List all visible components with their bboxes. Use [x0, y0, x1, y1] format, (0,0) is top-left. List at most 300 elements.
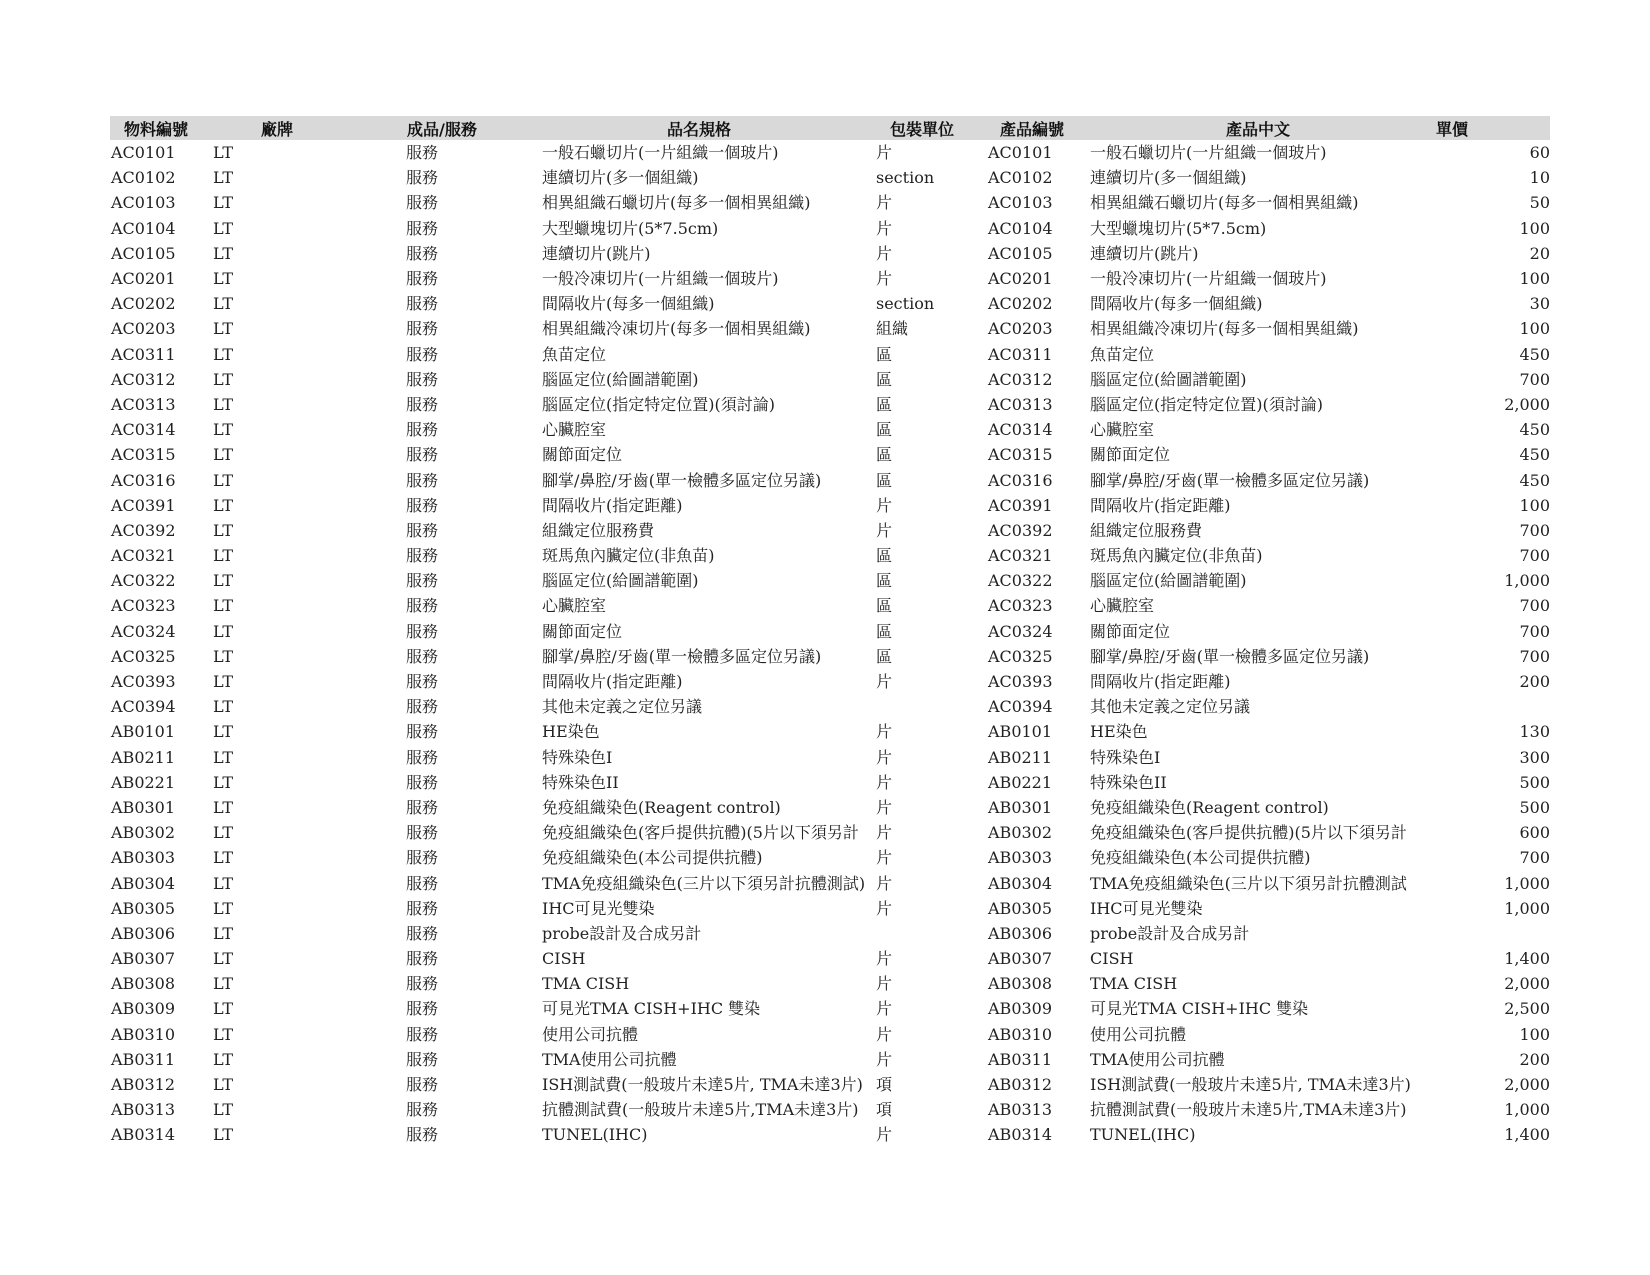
product-chinese-cell: TMA免疫組織染色(三片以下須另計抗體測試 — [1090, 873, 1407, 893]
material-code-cell: AC0392 — [111, 520, 176, 540]
product-code-cell: AC0392 — [988, 520, 1053, 540]
header-product-code: 產品編號 — [1000, 119, 1065, 139]
material-code-cell: AB0307 — [111, 949, 176, 969]
brand-cell: LT — [213, 697, 233, 717]
product-chinese-cell: 腳掌/鼻腔/牙齒(單一檢體多區定位另議) — [1090, 470, 1370, 490]
product-service-cell: 服務 — [406, 722, 439, 742]
product-service-cell: 服務 — [406, 495, 439, 515]
product-service-cell: 服務 — [406, 974, 439, 994]
unit-price-cell: 30 — [1529, 294, 1550, 314]
product-service-cell: 服務 — [406, 394, 439, 414]
unit-price-cell: 600 — [1519, 823, 1550, 843]
product-service-cell: 服務 — [406, 646, 439, 666]
material-code-cell: AC0315 — [111, 445, 176, 465]
brand-cell: LT — [213, 646, 233, 666]
table-row — [110, 593, 1550, 618]
material-code-cell: AC0324 — [111, 621, 176, 641]
product-chinese-cell: 可見光TMA CISH+IHC 雙染 — [1090, 999, 1309, 1019]
item-spec-cell: 心臟腔室 — [542, 420, 607, 440]
product-chinese-cell: 相異組織冷凍切片(每多一個相異組織) — [1090, 319, 1359, 339]
table-row — [110, 190, 1550, 215]
product-service-cell: 服務 — [406, 823, 439, 843]
product-chinese-cell: 關節面定位 — [1090, 621, 1171, 641]
product-service-cell: 服務 — [406, 747, 439, 767]
brand-cell: LT — [213, 420, 233, 440]
product-code-cell: AB0314 — [988, 1125, 1053, 1145]
product-chinese-cell: TMA使用公司抗體 — [1090, 1049, 1225, 1069]
unit-price-cell: 700 — [1519, 596, 1550, 616]
table-row — [110, 845, 1550, 870]
unit-price-cell: 100 — [1519, 1024, 1550, 1044]
product-service-cell: 服務 — [406, 269, 439, 289]
table-row — [110, 896, 1550, 921]
item-spec-cell: 其他未定義之定位另議 — [542, 697, 703, 717]
brand-cell: LT — [213, 470, 233, 490]
product-code-cell: AB0312 — [988, 1075, 1053, 1095]
product-chinese-cell: 腦區定位(給圖譜範圍) — [1090, 571, 1247, 591]
brand-cell: LT — [213, 445, 233, 465]
product-chinese-cell: 一般石蠟切片(一片組織一個玻片) — [1090, 143, 1327, 163]
package-unit-cell: 片 — [876, 243, 893, 263]
table-row — [110, 1097, 1550, 1122]
product-chinese-cell: 免疫組織染色(Reagent control) — [1090, 797, 1329, 817]
brand-cell: LT — [213, 344, 233, 364]
product-service-cell: 服務 — [406, 898, 439, 918]
product-code-cell: AB0101 — [988, 722, 1053, 742]
unit-price-cell: 2,000 — [1504, 1075, 1550, 1095]
product-service-cell: 服務 — [406, 1100, 439, 1120]
material-code-cell: AC0321 — [111, 546, 176, 566]
item-spec-cell: 間隔收片(指定距離) — [542, 672, 683, 692]
header-row — [110, 116, 1550, 140]
product-code-cell: AB0221 — [988, 772, 1053, 792]
material-code-cell: AC0394 — [111, 697, 176, 717]
package-unit-cell: 區 — [876, 420, 893, 440]
product-chinese-cell: 連續切片(多一個組織) — [1090, 168, 1247, 188]
item-spec-cell: 腳掌/鼻腔/牙齒(單一檢體多區定位另議) — [542, 646, 822, 666]
product-chinese-cell: TUNEL(IHC) — [1090, 1125, 1196, 1145]
brand-cell: LT — [213, 1125, 233, 1145]
unit-price-cell: 200 — [1519, 1049, 1550, 1069]
product-service-cell: 服務 — [406, 999, 439, 1019]
product-chinese-cell: 使用公司抗體 — [1090, 1024, 1187, 1044]
product-code-cell: AB0211 — [988, 747, 1053, 767]
brand-cell: LT — [213, 974, 233, 994]
price-table — [110, 116, 1550, 1148]
product-code-cell: AC0393 — [988, 672, 1053, 692]
product-service-cell: 服務 — [406, 168, 439, 188]
material-code-cell: AB0305 — [111, 898, 176, 918]
material-code-cell: AB0310 — [111, 1024, 176, 1044]
unit-price-cell: 500 — [1519, 797, 1550, 817]
product-service-cell: 服務 — [406, 1075, 439, 1095]
brand-cell: LT — [213, 747, 233, 767]
item-spec-cell: HE染色 — [542, 722, 600, 742]
item-spec-cell: 大型蠟塊切片(5*7.5cm) — [542, 218, 719, 238]
product-chinese-cell: 腦區定位(給圖譜範圍) — [1090, 369, 1247, 389]
table-row — [110, 644, 1550, 669]
material-code-cell: AC0203 — [111, 319, 176, 339]
brand-cell: LT — [213, 848, 233, 868]
item-spec-cell: 關節面定位 — [542, 621, 623, 641]
product-chinese-cell: CISH — [1090, 949, 1134, 969]
material-code-cell: AB0304 — [111, 873, 176, 893]
table-row — [110, 770, 1550, 795]
table-row — [110, 619, 1550, 644]
product-chinese-cell: 一般冷凍切片(一片組織一個玻片) — [1090, 269, 1327, 289]
unit-price-cell: 10 — [1529, 168, 1550, 188]
package-unit-cell — [876, 694, 986, 719]
table-row — [110, 745, 1550, 770]
table-row — [110, 442, 1550, 467]
product-code-cell: AC0315 — [988, 445, 1053, 465]
material-code-cell: AB0301 — [111, 797, 176, 817]
material-code-cell: AB0312 — [111, 1075, 176, 1095]
product-chinese-cell: 特殊染色II — [1090, 772, 1167, 792]
brand-cell: LT — [213, 495, 233, 515]
item-spec-cell: 抗體測試費(一般玻片未達5片,TMA未達3片) — [542, 1100, 859, 1120]
brand-cell: LT — [213, 999, 233, 1019]
product-code-cell: AB0306 — [988, 923, 1053, 943]
product-code-cell: AB0302 — [988, 823, 1053, 843]
material-code-cell: AC0101 — [111, 143, 176, 163]
product-chinese-cell: 相異組織石蠟切片(每多一個相異組織) — [1090, 193, 1359, 213]
product-chinese-cell: 免疫組織染色(本公司提供抗體) — [1090, 848, 1311, 868]
product-chinese-cell: 心臟腔室 — [1090, 596, 1155, 616]
product-chinese-cell: 心臟腔室 — [1090, 420, 1155, 440]
product-chinese-cell: 斑馬魚內臟定位(非魚苗) — [1090, 546, 1263, 566]
package-unit-cell: 片 — [876, 1125, 893, 1145]
item-spec-cell: 連續切片(跳片) — [542, 243, 651, 263]
table-row — [110, 241, 1550, 266]
item-spec-cell: 可見光TMA CISH+IHC 雙染 — [542, 999, 761, 1019]
item-spec-cell: probe設計及合成另計 — [542, 923, 702, 943]
product-code-cell: AC0323 — [988, 596, 1053, 616]
table-row — [110, 392, 1550, 417]
unit-price-cell: 1,000 — [1504, 1100, 1550, 1120]
table-row — [110, 719, 1550, 744]
product-service-cell: 服務 — [406, 520, 439, 540]
material-code-cell: AB0303 — [111, 848, 176, 868]
material-code-cell: AC0312 — [111, 369, 176, 389]
brand-cell: LT — [213, 898, 233, 918]
product-service-cell: 服務 — [406, 546, 439, 566]
product-service-cell: 服務 — [406, 319, 439, 339]
product-service-cell: 服務 — [406, 621, 439, 641]
material-code-cell: AB0101 — [111, 722, 176, 742]
product-service-cell: 服務 — [406, 1049, 439, 1069]
product-service-cell: 服務 — [406, 1024, 439, 1044]
brand-cell: LT — [213, 1100, 233, 1120]
table-row — [110, 971, 1550, 996]
brand-cell: LT — [213, 294, 233, 314]
item-spec-cell: IHC可見光雙染 — [542, 898, 655, 918]
product-chinese-cell: 連續切片(跳片) — [1090, 243, 1199, 263]
table-row — [110, 996, 1550, 1021]
product-code-cell: AC0103 — [988, 193, 1053, 213]
item-spec-cell: 使用公司抗體 — [542, 1024, 639, 1044]
material-code-cell: AC0311 — [111, 344, 176, 364]
material-code-cell: AC0322 — [111, 571, 176, 591]
package-unit-cell: 區 — [876, 646, 893, 666]
product-chinese-cell: ISH測試費(一般玻片未達5片, TMA未達3片) — [1090, 1075, 1411, 1095]
unit-price-cell: 450 — [1519, 344, 1550, 364]
package-unit-cell: 片 — [876, 974, 893, 994]
brand-cell: LT — [213, 823, 233, 843]
package-unit-cell: 區 — [876, 445, 893, 465]
material-code-cell: AC0325 — [111, 646, 176, 666]
product-chinese-cell: 其他未定義之定位另議 — [1090, 697, 1251, 717]
product-code-cell: AB0309 — [988, 999, 1053, 1019]
brand-cell: LT — [213, 394, 233, 414]
package-unit-cell: 區 — [876, 470, 893, 490]
header-brand: 廠牌 — [261, 119, 294, 139]
unit-price-cell: 100 — [1519, 269, 1550, 289]
unit-price-cell: 1,000 — [1504, 571, 1550, 591]
table-row — [110, 1072, 1550, 1097]
item-spec-cell: 腦區定位(給圖譜範圍) — [542, 571, 699, 591]
product-code-cell: AC0394 — [988, 697, 1053, 717]
item-spec-cell: 腦區定位(指定特定位置)(須討論) — [542, 394, 775, 414]
item-spec-cell: CISH — [542, 949, 586, 969]
material-code-cell: AB0314 — [111, 1125, 176, 1145]
package-unit-cell: 片 — [876, 495, 893, 515]
material-code-cell: AC0202 — [111, 294, 176, 314]
unit-price-cell: 500 — [1519, 772, 1550, 792]
brand-cell: LT — [213, 1024, 233, 1044]
unit-price-cell — [1436, 921, 1550, 946]
product-chinese-cell: 大型蠟塊切片(5*7.5cm) — [1090, 218, 1267, 238]
package-unit-cell: 片 — [876, 520, 893, 540]
product-code-cell: AC0101 — [988, 143, 1053, 163]
material-code-cell: AC0314 — [111, 420, 176, 440]
product-chinese-cell: 間隔收片(每多一個組織) — [1090, 294, 1263, 314]
unit-price-cell: 1,000 — [1504, 898, 1550, 918]
product-code-cell: AC0102 — [988, 168, 1053, 188]
product-chinese-cell: 間隔收片(指定距離) — [1090, 495, 1231, 515]
product-code-cell: AC0201 — [988, 269, 1053, 289]
table-row — [110, 870, 1550, 895]
package-unit-cell: 片 — [876, 269, 893, 289]
package-unit-cell: 片 — [876, 898, 893, 918]
material-code-cell: AB0221 — [111, 772, 176, 792]
brand-cell: LT — [213, 949, 233, 969]
material-code-cell: AC0102 — [111, 168, 176, 188]
unit-price-cell: 700 — [1519, 848, 1550, 868]
unit-price-cell: 50 — [1529, 193, 1550, 213]
product-chinese-cell: 腦區定位(指定特定位置)(須討論) — [1090, 394, 1323, 414]
unit-price-cell: 700 — [1519, 646, 1550, 666]
table-row — [110, 820, 1550, 845]
unit-price-cell: 2,000 — [1504, 974, 1550, 994]
package-unit-cell: 項 — [876, 1100, 893, 1120]
product-chinese-cell: IHC可見光雙染 — [1090, 898, 1203, 918]
table-row — [110, 342, 1550, 367]
item-spec-cell: 間隔收片(每多一個組織) — [542, 294, 715, 314]
package-unit-cell: 區 — [876, 571, 893, 591]
brand-cell: LT — [213, 218, 233, 238]
product-code-cell: AC0202 — [988, 294, 1053, 314]
item-spec-cell: TMA免疫組織染色(三片以下須另計抗體測試) — [542, 873, 866, 893]
product-code-cell: AC0322 — [988, 571, 1053, 591]
unit-price-cell: 1,400 — [1504, 1125, 1550, 1145]
table-row — [110, 291, 1550, 316]
package-unit-cell: 片 — [876, 193, 893, 213]
table-row — [110, 165, 1550, 190]
brand-cell: LT — [213, 1049, 233, 1069]
item-spec-cell: 腳掌/鼻腔/牙齒(單一檢體多區定位另議) — [542, 470, 822, 490]
brand-cell: LT — [213, 772, 233, 792]
package-unit-cell: 片 — [876, 1024, 893, 1044]
product-code-cell: AB0307 — [988, 949, 1053, 969]
package-unit-cell: 區 — [876, 596, 893, 616]
unit-price-cell: 1,000 — [1504, 873, 1550, 893]
material-code-cell: AC0201 — [111, 269, 176, 289]
product-service-cell: 服務 — [406, 143, 439, 163]
product-chinese-cell: HE染色 — [1090, 722, 1148, 742]
table-row — [110, 1122, 1550, 1147]
package-unit-cell: 片 — [876, 949, 893, 969]
brand-cell: LT — [213, 168, 233, 188]
package-unit-cell: section — [876, 294, 935, 314]
package-unit-cell: 片 — [876, 873, 893, 893]
unit-price-cell: 20 — [1529, 243, 1550, 263]
item-spec-cell: 心臟腔室 — [542, 596, 607, 616]
table-row — [110, 1047, 1550, 1072]
material-code-cell: AC0103 — [111, 193, 176, 213]
unit-price-cell: 100 — [1519, 319, 1550, 339]
product-service-cell: 服務 — [406, 218, 439, 238]
product-service-cell: 服務 — [406, 596, 439, 616]
brand-cell: LT — [213, 923, 233, 943]
table-row — [110, 140, 1550, 165]
item-spec-cell: 一般石蠟切片(一片組織一個玻片) — [542, 143, 779, 163]
table-row — [110, 417, 1550, 442]
unit-price-cell: 2,000 — [1504, 394, 1550, 414]
material-code-cell: AC0316 — [111, 470, 176, 490]
unit-price-cell: 450 — [1519, 470, 1550, 490]
product-service-cell: 服務 — [406, 949, 439, 969]
brand-cell: LT — [213, 722, 233, 742]
product-code-cell: AB0313 — [988, 1100, 1053, 1120]
package-unit-cell: 區 — [876, 546, 893, 566]
item-spec-cell: TMA使用公司抗體 — [542, 1049, 677, 1069]
package-unit-cell: 組織 — [876, 319, 909, 339]
product-code-cell: AC0105 — [988, 243, 1053, 263]
unit-price-cell — [1436, 694, 1550, 719]
table-row — [110, 316, 1550, 341]
package-unit-cell: 片 — [876, 823, 893, 843]
material-code-cell: AB0309 — [111, 999, 176, 1019]
product-code-cell: AC0324 — [988, 621, 1053, 641]
package-unit-cell: 區 — [876, 344, 893, 364]
unit-price-cell: 300 — [1519, 747, 1550, 767]
material-code-cell: AC0323 — [111, 596, 176, 616]
item-spec-cell: 間隔收片(指定距離) — [542, 495, 683, 515]
unit-price-cell: 130 — [1519, 722, 1550, 742]
brand-cell: LT — [213, 319, 233, 339]
brand-cell: LT — [213, 546, 233, 566]
product-chinese-cell: 魚苗定位 — [1090, 344, 1155, 364]
item-spec-cell: 特殊染色I — [542, 747, 613, 767]
table-row — [110, 543, 1550, 568]
item-spec-cell: 關節面定位 — [542, 445, 623, 465]
product-service-cell: 服務 — [406, 193, 439, 213]
material-code-cell: AB0313 — [111, 1100, 176, 1120]
header-package-unit: 包裝單位 — [890, 119, 955, 139]
item-spec-cell: 特殊染色II — [542, 772, 619, 792]
unit-price-cell: 100 — [1519, 495, 1550, 515]
material-code-cell: AC0313 — [111, 394, 176, 414]
item-spec-cell: 免疫組織染色(本公司提供抗體) — [542, 848, 763, 868]
unit-price-cell: 700 — [1519, 621, 1550, 641]
material-code-cell: AB0306 — [111, 923, 176, 943]
product-service-cell: 服務 — [406, 369, 439, 389]
unit-price-cell: 1,400 — [1504, 949, 1550, 969]
product-chinese-cell: 間隔收片(指定距離) — [1090, 672, 1231, 692]
package-unit-cell: 項 — [876, 1075, 893, 1095]
package-unit-cell: 片 — [876, 848, 893, 868]
product-code-cell: AC0316 — [988, 470, 1053, 490]
product-code-cell: AB0305 — [988, 898, 1053, 918]
table-row — [110, 795, 1550, 820]
table-row — [110, 1022, 1550, 1047]
unit-price-cell: 100 — [1519, 218, 1550, 238]
unit-price-cell: 700 — [1519, 546, 1550, 566]
package-unit-cell: 片 — [876, 747, 893, 767]
product-chinese-cell: 免疫組織染色(客戶提供抗體)(5片以下須另計 — [1090, 823, 1407, 843]
item-spec-cell: 免疫組織染色(客戶提供抗體)(5片以下須另計 — [542, 823, 859, 843]
product-code-cell: AC0313 — [988, 394, 1053, 414]
product-service-cell: 服務 — [406, 697, 439, 717]
package-unit-cell: 片 — [876, 772, 893, 792]
unit-price-cell: 60 — [1529, 143, 1550, 163]
product-code-cell: AC0314 — [988, 420, 1053, 440]
product-service-cell: 服務 — [406, 797, 439, 817]
product-chinese-cell: 關節面定位 — [1090, 445, 1171, 465]
header-material-code: 物料編號 — [124, 119, 189, 139]
unit-price-cell: 2,500 — [1504, 999, 1550, 1019]
product-service-cell: 服務 — [406, 848, 439, 868]
package-unit-cell: 片 — [876, 143, 893, 163]
item-spec-cell: 相異組織冷凍切片(每多一個相異組織) — [542, 319, 811, 339]
product-code-cell: AB0310 — [988, 1024, 1053, 1044]
package-unit-cell: 區 — [876, 394, 893, 414]
brand-cell: LT — [213, 520, 233, 540]
brand-cell: LT — [213, 596, 233, 616]
table-body — [110, 140, 1550, 1148]
package-unit-cell: 片 — [876, 218, 893, 238]
package-unit-cell: 片 — [876, 1049, 893, 1069]
item-spec-cell: 連續切片(多一個組織) — [542, 168, 699, 188]
brand-cell: LT — [213, 369, 233, 389]
product-code-cell: AB0311 — [988, 1049, 1053, 1069]
brand-cell: LT — [213, 797, 233, 817]
item-spec-cell: 腦區定位(給圖譜範圍) — [542, 369, 699, 389]
material-code-cell: AC0104 — [111, 218, 176, 238]
price-list-sheet — [110, 116, 1550, 1148]
header-product-chinese: 產品中文 — [1226, 119, 1291, 139]
product-code-cell: AB0304 — [988, 873, 1053, 893]
material-code-cell: AC0393 — [111, 672, 176, 692]
package-unit-cell: 片 — [876, 999, 893, 1019]
table-row — [110, 568, 1550, 593]
item-spec-cell: 魚苗定位 — [542, 344, 607, 364]
package-unit-cell: 區 — [876, 621, 893, 641]
brand-cell: LT — [213, 621, 233, 641]
brand-cell: LT — [213, 571, 233, 591]
product-code-cell: AC0311 — [988, 344, 1053, 364]
